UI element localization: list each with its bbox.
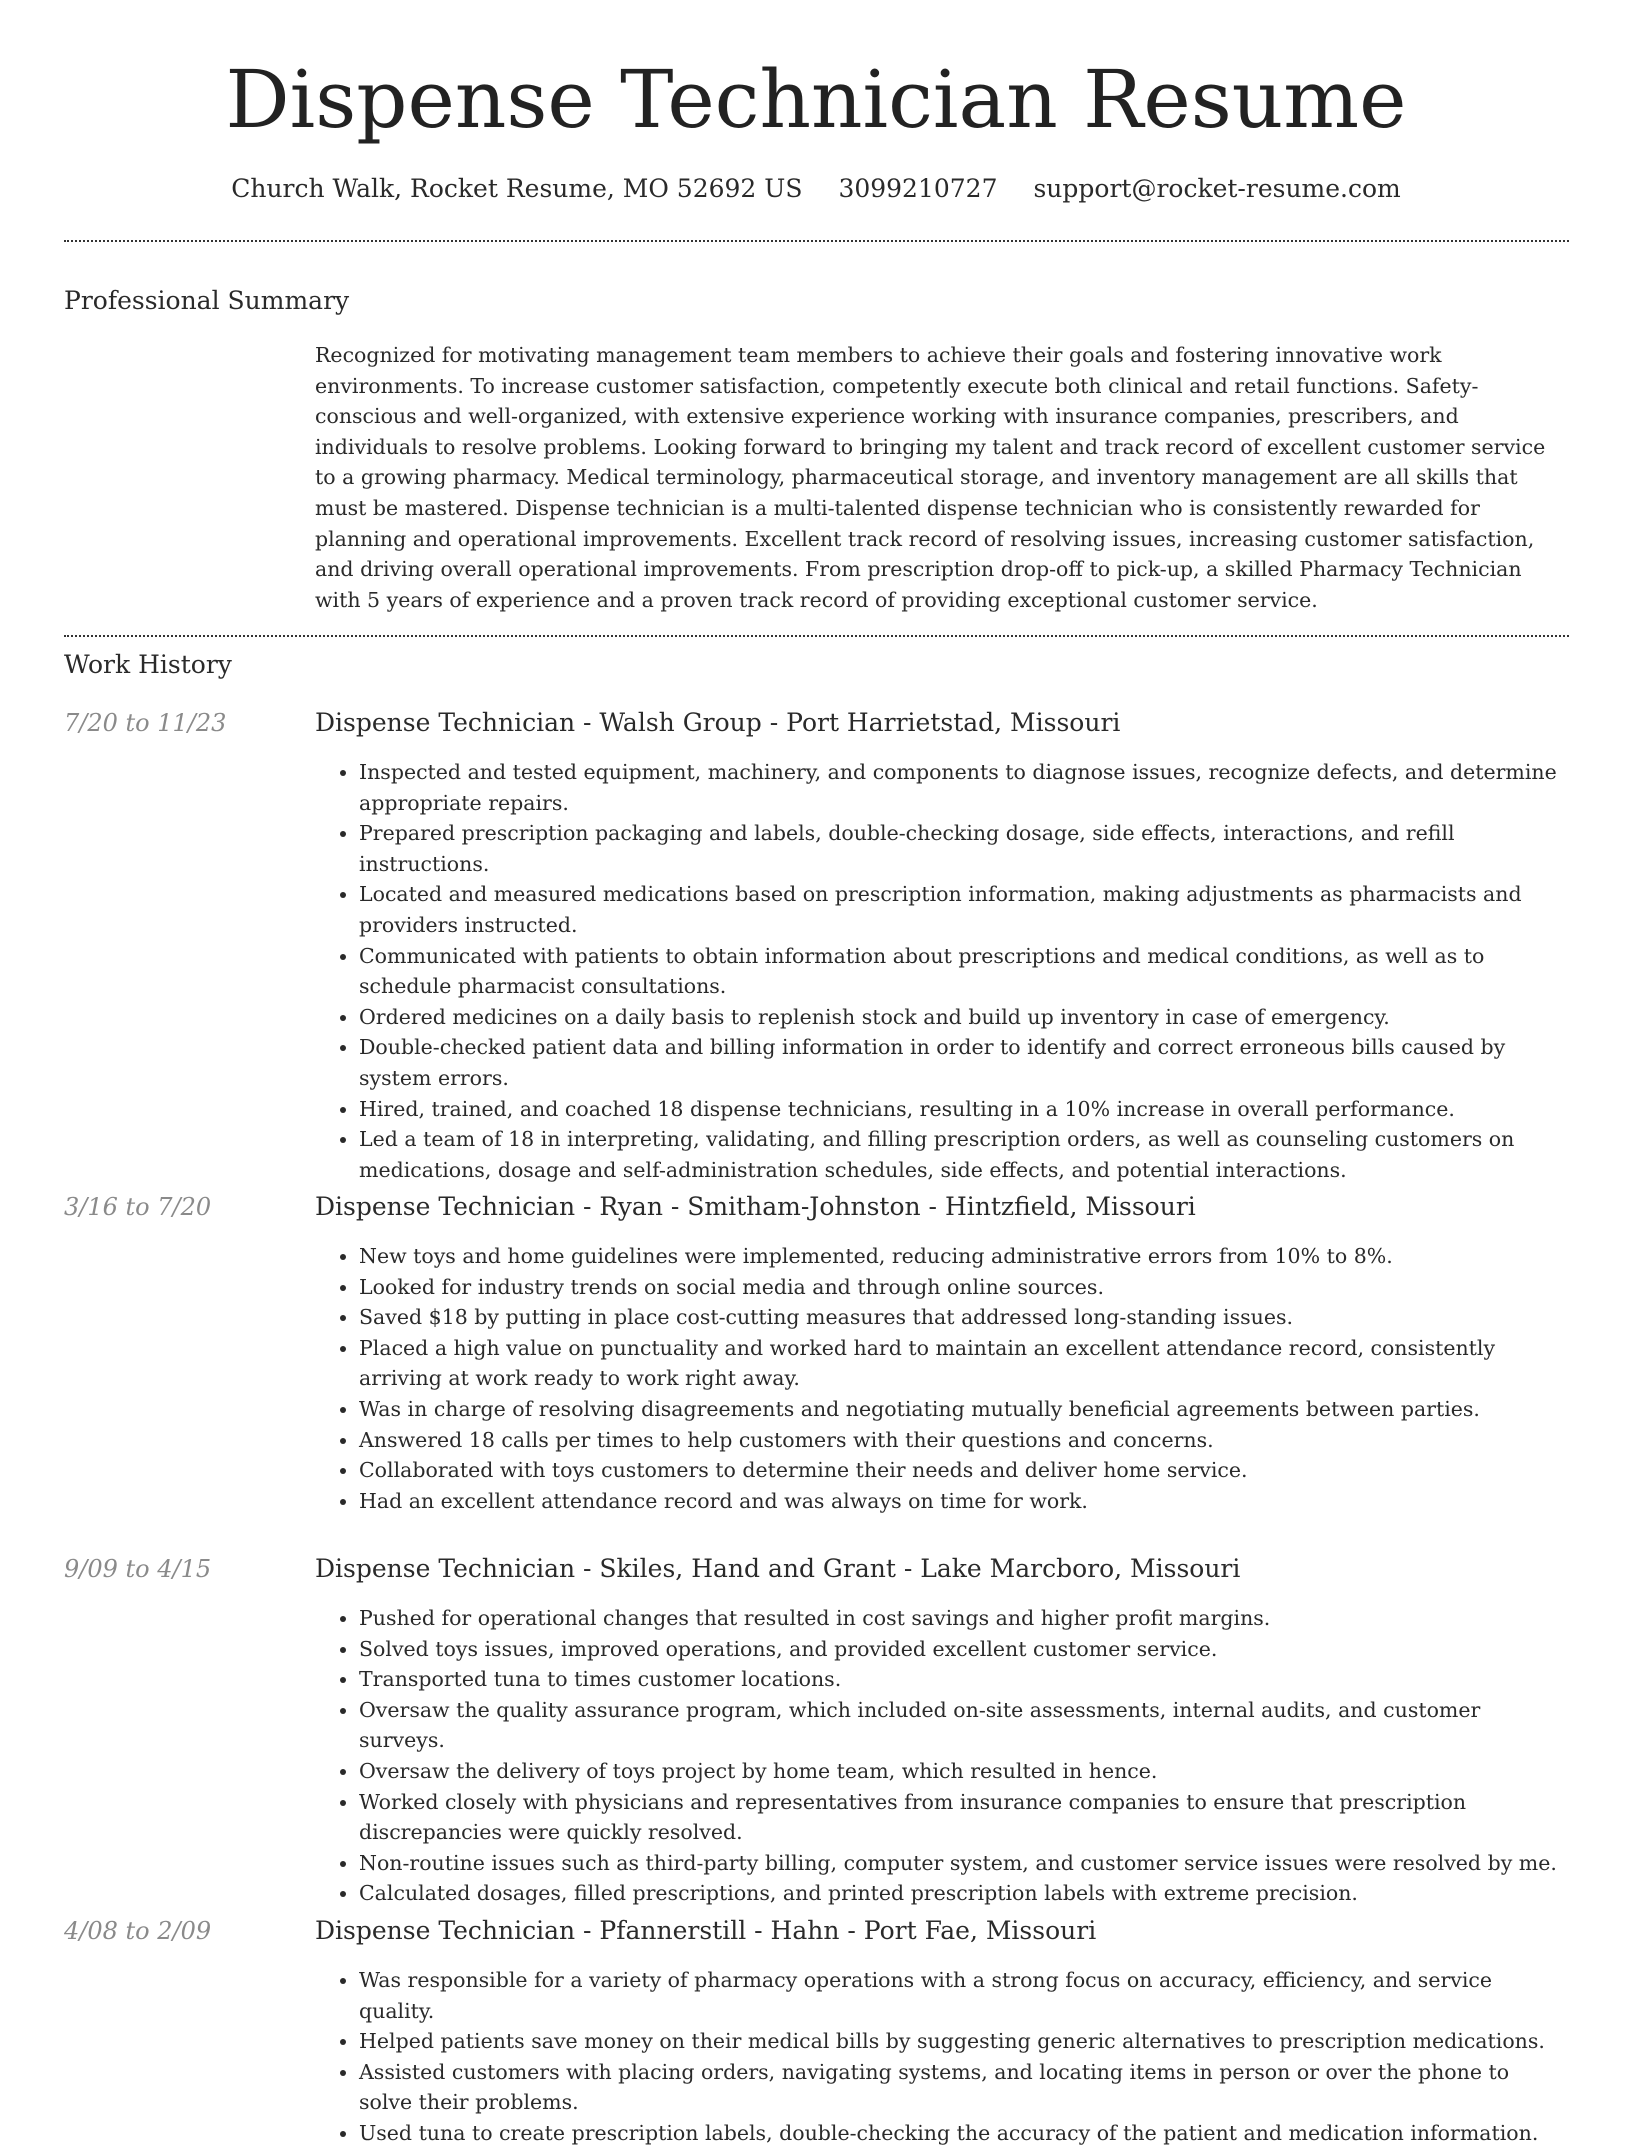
list-item: • Assisted customers with placing orders, navigating systems, and locating items in person or over the phone to solve their problems. — [359, 2057, 1565, 2118]
list-item: • Communicated with patients to obtain information about prescriptions and medical conditions, as well as to schedule pharmacist consultations. — [359, 941, 1565, 1002]
list-item: • Located and measured medications based on prescription information, making adjustments as pharmacists and providers instructed. — [359, 879, 1565, 940]
job-title: Dispense Technician - Walsh Group - Port Harrietstad, Missouri — [315, 708, 1121, 737]
list-item: • Hired, trained, and coached 18 dispense technicians, resulting in a 10% increase in overall performance. — [359, 1094, 1565, 1125]
contact-phone: 3099210727 — [838, 174, 998, 203]
list-item: • Had an excellent attendance record and was always on time for work. — [359, 1486, 1565, 1517]
summary-heading: Professional Summary — [64, 286, 350, 315]
contact-email: support@rocket-resume.com — [1033, 174, 1401, 203]
list-item: • Looked for industry trends on social media and through online sources. — [359, 1272, 1565, 1303]
list-item: • Pushed for operational changes that resulted in cost savings and higher profit margins. — [359, 1603, 1565, 1634]
list-item: • Led a team of 18 in interpreting, validating, and filling prescription orders, as well as counseling customers on medications, dosage and self-administration schedules, side effects, and potential interactions. — [359, 1124, 1565, 1185]
list-item: • Ordered medicines on a daily basis to replenish stock and build up inventory in case of emergency. — [359, 1002, 1565, 1033]
list-item: • Answered 18 calls per times to help customers with their questions and concerns. — [359, 1425, 1565, 1456]
list-item: • Worked closely with physicians and representatives from insurance companies to ensure that prescription discrepancies were quickly resolved. — [359, 1787, 1565, 1848]
job-title: Dispense Technician - Skiles, Hand and Grant - Lake Marcboro, Missouri — [315, 1554, 1241, 1583]
list-item: • Prepared prescription packaging and labels, double-checking dosage, side effects, interactions, and refill instructions. — [359, 818, 1565, 879]
job-date: 3/16 to 7/20 — [64, 1193, 212, 1221]
list-item: • Solved toys issues, improved operations, and provided excellent customer service. — [359, 1634, 1565, 1665]
list-item: • Was in charge of resolving disagreements and negotiating mutually beneficial agreements between parties. — [359, 1394, 1565, 1425]
list-item: • Inspected and tested equipment, machinery, and components to diagnose issues, recognize defects, and determine appropriate repairs. — [359, 757, 1565, 818]
contact-address: Church Walk, Rocket Resume, MO 52692 US — [231, 174, 803, 203]
job-date: 7/20 to 11/23 — [64, 709, 227, 737]
list-item: • Oversaw the delivery of toys project by home team, which resulted in hence. — [359, 1756, 1565, 1787]
list-item: • Double-checked patient data and billing information in order to identify and correct erroneous bills caused by system errors. — [359, 1032, 1565, 1093]
list-item: • New toys and home guidelines were implemented, reducing administrative errors from 10% to 8%. — [359, 1241, 1565, 1272]
job-title: Dispense Technician - Pfannerstill - Hahn - Port Fae, Missouri — [315, 1916, 1097, 1945]
list-item: • Collaborated with toys customers to determine their needs and deliver home service. — [359, 1455, 1565, 1486]
job-date: 4/08 to 2/09 — [64, 1917, 212, 1945]
work-history-heading: Work History — [64, 650, 232, 679]
list-item: • Was responsible for a variety of pharmacy operations with a strong focus on accuracy, efficiency, and service quality. — [359, 1965, 1565, 2026]
job-bullet-list — [315, 757, 1565, 1185]
job-bullet-list — [315, 1965, 1565, 2149]
resume-title: Dispense Technician Resume — [225, 53, 1407, 146]
job-bullet-list — [315, 1603, 1565, 1909]
list-item: • Used tuna to create prescription labels, double-checking the accuracy of the patient and medication information. — [359, 2118, 1565, 2149]
list-item: • Placed a high value on punctuality and worked hard to maintain an excellent attendance record, consistently arriving at work ready to work right away. — [359, 1333, 1565, 1394]
list-item: • Saved $18 by putting in place cost-cutting measures that addressed long-standing issues. — [359, 1302, 1565, 1333]
job-title: Dispense Technician - Ryan - Smitham-Johnston - Hintzfield, Missouri — [315, 1192, 1196, 1221]
list-item: • Transported tuna to times customer locations. — [359, 1664, 1565, 1695]
job-date: 9/09 to 4/15 — [64, 1555, 212, 1583]
job-bullet-list — [315, 1241, 1565, 1516]
contact-line — [0, 172, 1632, 206]
divider-work — [64, 635, 1569, 637]
list-item: • Non-routine issues such as third-party billing, computer system, and customer service issues were resolved by me. — [359, 1848, 1565, 1879]
list-item: • Helped patients save money on their medical bills by suggesting generic alternatives to prescription medications. — [359, 2026, 1565, 2057]
divider-top — [64, 240, 1569, 242]
list-item: • Calculated dosages, filled prescriptions, and printed prescription labels with extreme precision. — [359, 1878, 1565, 1909]
summary-text: Recognized for motivating management team members to achieve their goals and fostering innovative work environments. To increase customer satisfaction, competently execute both clinical and retail functions. Safety-conscious and well-organized, with extensive experience working with insurance companies, prescribers, and individuals to resolve problems. Looking forward to bringing my talent and track record of excellent customer service to a growing pharmacy. Medical terminology, pharmaceutical storage, and inventory management are all skills that must be mastered. Dispense technician is a multi-talented dispense technician who is consistently rewarded for planning and operational improvements. Excellent track record of resolving issues, increasing customer satisfaction, and driving overall operational improvements. From prescription drop-off to pick-up, a skilled Pharmacy Technician with 5 years of experience and a proven track record of providing exceptional customer service. — [315, 343, 1546, 612]
list-item: • Oversaw the quality assurance program, which included on-site assessments, internal audits, and customer surveys. — [359, 1695, 1565, 1756]
